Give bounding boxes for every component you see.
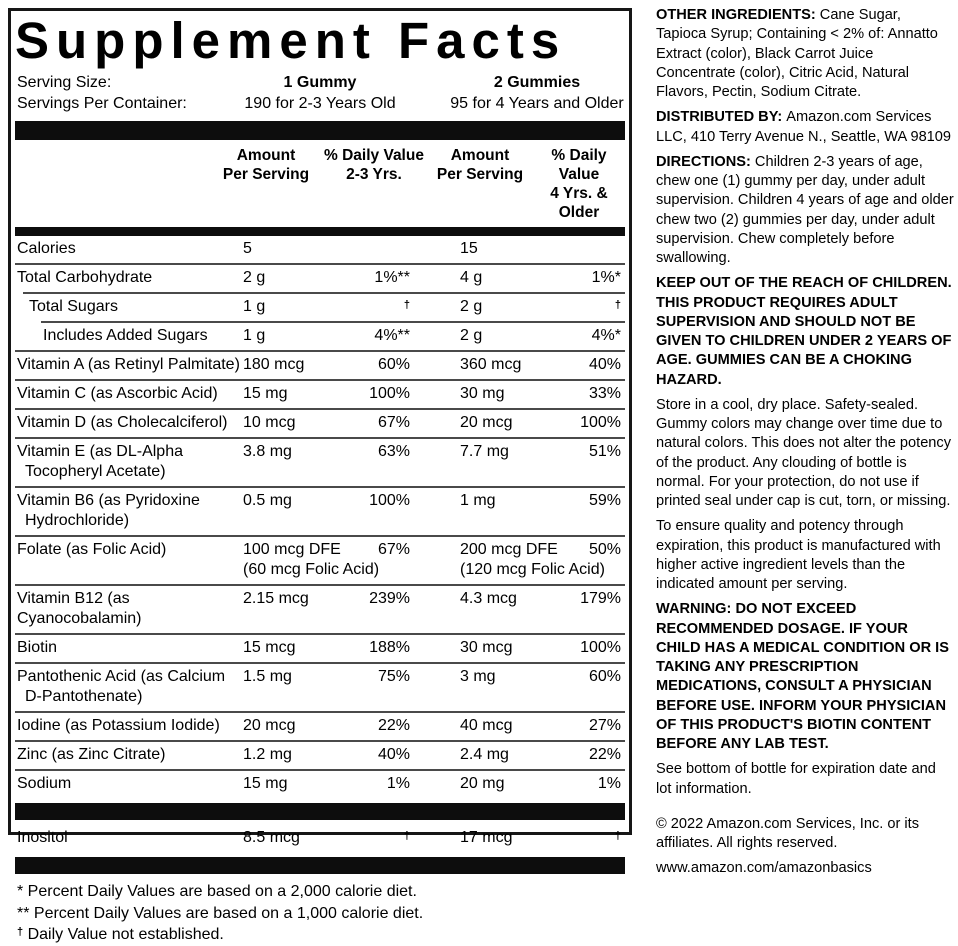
serving-info	[15, 72, 625, 114]
amount-cell-1: 1.2 mg	[243, 746, 292, 764]
nutrient-name: Biotin	[17, 639, 58, 657]
percent-cell-1: 100%	[369, 385, 410, 403]
servings-col1: 190 for 2-3 Years Old	[244, 95, 396, 113]
percent-cell-1: 67%	[377, 541, 410, 559]
percent-cell-1: 67%	[377, 414, 410, 432]
nutrient-name: Vitamin A (as Retinyl Palmitate)	[17, 356, 240, 374]
amount-cell-1: 5	[243, 240, 252, 258]
nutrient-name: Total Carbohydrate	[17, 269, 153, 287]
dagger-mark: †	[17, 926, 24, 939]
amount-cell-1: 2.15 mcg	[243, 590, 309, 608]
info-section: WARNING: DO NOT EXCEED RECOMMENDED DOSAGE. IF YOUR CHILD HAS A MEDICAL CONDITION OR IS TAKING ANY PRESCRIPTION MEDICATIONS, CONSULT A PHYSICIAN BEFORE USE. INFORM YOUR PHYSICIAN OF THIS PRODUCT'S BIOTIN CONTENT BEFORE ANY LAB TEST.	[656, 601, 949, 752]
table-row	[15, 825, 625, 852]
percent-cell-2: 40%	[588, 356, 621, 374]
amount-cell-2: 7.7 mg	[460, 443, 509, 461]
header-spacer	[15, 146, 211, 222]
table-row	[15, 439, 625, 486]
percent-cell-1: 1%	[386, 775, 410, 793]
dagger-mark: †	[403, 299, 410, 312]
amount-cell-2: 30 mg	[460, 385, 505, 403]
nutrient-name: Vitamin D (as Cholecalciferol)	[17, 414, 228, 432]
nutrient-name: Vitamin B12 (as Cyanocobalamin)	[17, 590, 142, 628]
amount-cell-1: 8.5 mcg	[243, 829, 300, 847]
thick-divider-bar	[15, 857, 625, 874]
nutrient-name: Folate (as Folic Acid)	[17, 541, 167, 559]
table-row	[15, 488, 625, 535]
nutrient-name: Vitamin B6 (as Pyridoxine Hydrochloride)	[15, 491, 243, 531]
amount-cell-2: 2 g	[460, 298, 483, 316]
footnote: ** Percent Daily Values are based on a 1,000 calorie diet.	[17, 904, 424, 922]
info-section: OTHER INGREDIENTS: Cane Sugar, Tapioca Syrup; Containing < 2% of: Annatto Extract (color), Black Carrot Juice Concentrate (color), Citric Acid, Natural Flavors, Pectin, Sodium Citrate.	[656, 7, 938, 100]
table-row	[15, 236, 625, 263]
percent-cell-2: 22%	[588, 746, 621, 764]
amount-cell-1: 3.8 mg	[243, 443, 292, 461]
info-section: Store in a cool, dry place. Safety-sealed. Gummy colors may change over time due to natural colors. This does not alter the potency of the product. Any clouding of bottle is normal. For your protection, do not use if printed seal under cap is cut, torn, or missing.	[656, 396, 952, 509]
section-lead: DISTRIBUTED BY:	[656, 109, 787, 126]
amount-cell-1: 15 mcg	[243, 639, 296, 657]
footnote: * Percent Daily Values are based on a 2,000 calorie diet.	[17, 883, 417, 901]
amount-cell-1: 10 mcg	[243, 414, 296, 432]
table-row	[15, 771, 625, 798]
thick-divider-bar	[15, 121, 625, 140]
percent-cell-2: 1%*	[591, 269, 621, 287]
header-dv-2: % Daily Value 4 Yrs. & Older	[550, 147, 608, 222]
amount-cell-2: 20 mcg	[460, 414, 513, 432]
table-row	[15, 537, 625, 584]
nutrient-name: Calories	[17, 240, 76, 258]
info-section: DISTRIBUTED BY: Amazon.com Services LLC, 410 Terry Avenue N., Seattle, WA 98109	[656, 109, 952, 145]
column-headers	[15, 146, 625, 222]
dagger-mark: †	[403, 830, 410, 843]
table-row	[15, 381, 625, 408]
amount-cell-2: 4 g	[460, 269, 483, 287]
amount-cell-2: 2 g	[460, 327, 483, 345]
percent-cell-2: 1%	[597, 775, 621, 793]
table-row	[15, 352, 625, 379]
table-row	[15, 586, 625, 633]
percent-cell-1: 75%	[377, 668, 410, 686]
table-row	[15, 410, 625, 437]
serving-size-label: Serving Size:	[17, 74, 112, 92]
amount-cell-2: 360 mcg	[460, 356, 522, 374]
table-row	[15, 664, 625, 711]
amount-cell-2: 2.4 mg	[460, 746, 509, 764]
nutrient-name: Sodium	[17, 775, 72, 793]
nutrient-name: Iodine (as Potassium Iodide)	[17, 717, 220, 735]
percent-cell-1: 4%**	[374, 327, 410, 345]
footnote: † Daily Value not established.	[17, 926, 224, 944]
nutrient-name: Inositol	[17, 829, 68, 847]
amount-cell-2: 3 mg	[460, 668, 496, 686]
amount-cell-1: 0.5 mg	[243, 492, 292, 510]
amount-cell-2: 20 mg	[460, 775, 505, 793]
section-lead: WARNING:	[656, 601, 736, 618]
footnotes	[15, 881, 625, 946]
dagger-mark: †	[614, 299, 621, 312]
supplement-facts-panel	[8, 8, 632, 944]
table-row	[15, 742, 625, 769]
nutrient-name-line2: Tocopheryl Acetate)	[25, 463, 166, 481]
info-section: To ensure quality and potency through expiration, this product is manufactured with higher active ingredient levels than the indicated amount per serving.	[656, 518, 941, 592]
serving-size-col2: 2 Gummies	[493, 74, 581, 92]
servings-col2: 95 for 4 Years and Older	[450, 95, 624, 113]
percent-cell-2: 51%	[588, 443, 621, 461]
amount-cell-2: 200 mcg DFE (120 mcg Folic Acid)	[460, 541, 605, 579]
amount-cell-1: 100 mcg DFE (60 mcg Folic Acid)	[243, 541, 380, 579]
table-row	[15, 265, 625, 292]
percent-cell-2: 60%	[588, 668, 621, 686]
nutrient-name: Pantothenic Acid (as Calcium D-Pantothenate)	[15, 667, 243, 707]
amount-cell-1: 180 mcg	[243, 356, 305, 374]
amount-subline-2: (120 mcg Folic Acid)	[460, 561, 605, 579]
percent-cell-2: 100%	[580, 414, 621, 432]
nutrient-name: Includes Added Sugars	[43, 327, 208, 345]
percent-cell-1	[347, 828, 410, 848]
thin-divider-bar	[15, 227, 625, 236]
percent-cell-2	[570, 828, 625, 848]
header-dv-1: % Daily Value 2-3 Yrs.	[324, 147, 424, 184]
percent-cell-2: 179%	[580, 590, 621, 608]
table-row	[15, 294, 625, 321]
amount-cell-2: 4.3 mcg	[460, 590, 517, 608]
percent-cell-1	[347, 297, 410, 317]
amount-cell-2: 1 mg	[460, 492, 496, 510]
percent-cell-1: 22%	[377, 717, 410, 735]
table-row	[15, 713, 625, 740]
amount-cell-1: 1 g	[243, 327, 266, 345]
percent-cell-2: 59%	[588, 492, 621, 510]
info-section: KEEP OUT OF THE REACH OF CHILDREN. THIS PRODUCT REQUIRES ADULT SUPERVISION AND SHOULD NOT BE GIVEN TO CHILDREN UNDER 2 YEARS OF AGE. GUMMIES CAN BE A CHOKING HAZARD.	[656, 275, 952, 388]
amount-cell-1: 15 mg	[243, 385, 288, 403]
info-section: DIRECTIONS: Children 2-3 years of age, chew one (1) gummy per day, under adult supervision. Children 4 years of age and older chew two (2) gummies per day, under adult supervision. Chew completely before swallowing.	[656, 153, 954, 266]
percent-cell-2: 27%	[588, 717, 621, 735]
nutrient-name: Zinc (as Zinc Citrate)	[17, 746, 166, 764]
info-section: www.amazon.com/amazonbasics	[656, 860, 872, 877]
amount-cell-2: 17 mcg	[460, 829, 513, 847]
servings-per-container-label: Servings Per Container:	[17, 95, 187, 113]
supplement-facts-title: Supplement Facts	[15, 12, 567, 69]
info-panel	[656, 6, 954, 885]
amount-cell-1: 15 mg	[243, 775, 288, 793]
percent-cell-2: 100%	[580, 639, 621, 657]
percent-cell-1: 60%	[377, 356, 410, 374]
percent-cell-2: 33%	[588, 385, 621, 403]
serving-size-col1: 1 Gummy	[283, 74, 357, 92]
table-row	[15, 323, 625, 350]
thick-divider-bar	[15, 803, 625, 820]
section-lead: OTHER INGREDIENTS:	[656, 7, 820, 23]
nutrient-table	[15, 236, 625, 874]
nutrient-name: Vitamin E (as DL-Alpha Tocopheryl Acetate)	[15, 442, 243, 482]
amount-cell-1: 2 g	[243, 269, 266, 287]
percent-cell-1: 63%	[377, 443, 410, 461]
info-section: © 2022 Amazon.com Services, Inc. or its affiliates. All rights reserved.	[656, 815, 920, 851]
percent-cell-2: 4%*	[591, 327, 621, 345]
header-amount-1: Amount Per Serving	[222, 147, 310, 184]
percent-cell-1: 100%	[369, 492, 410, 510]
amount-cell-2: 40 mcg	[460, 717, 513, 735]
percent-cell-1: 40%	[377, 746, 410, 764]
nutrient-name-line2: Hydrochloride)	[25, 512, 130, 530]
percent-cell-1: 1%**	[374, 269, 410, 287]
percent-cell-1: 188%	[369, 639, 410, 657]
amount-cell-2: 15	[460, 240, 478, 258]
amount-cell-1: 1 g	[243, 298, 266, 316]
amount-subline-1: (60 mcg Folic Acid)	[243, 561, 380, 579]
section-lead: DIRECTIONS:	[656, 153, 755, 170]
nutrient-name: Total Sugars	[29, 298, 118, 316]
amount-cell-2: 30 mcg	[460, 639, 513, 657]
info-section: See bottom of bottle for expiration date and lot information.	[656, 761, 936, 797]
header-amount-2: Amount Per Serving	[436, 147, 524, 184]
amount-cell-1: 1.5 mg	[243, 668, 292, 686]
percent-cell-1: 239%	[369, 590, 410, 608]
percent-cell-2: 50%	[588, 541, 621, 559]
percent-cell-2	[570, 297, 625, 317]
dagger-mark: †	[614, 830, 621, 843]
amount-cell-1: 20 mcg	[243, 717, 296, 735]
nutrient-name-line2: D-Pantothenate)	[25, 688, 143, 706]
table-row	[15, 635, 625, 662]
nutrient-name: Vitamin C (as Ascorbic Acid)	[17, 385, 218, 403]
